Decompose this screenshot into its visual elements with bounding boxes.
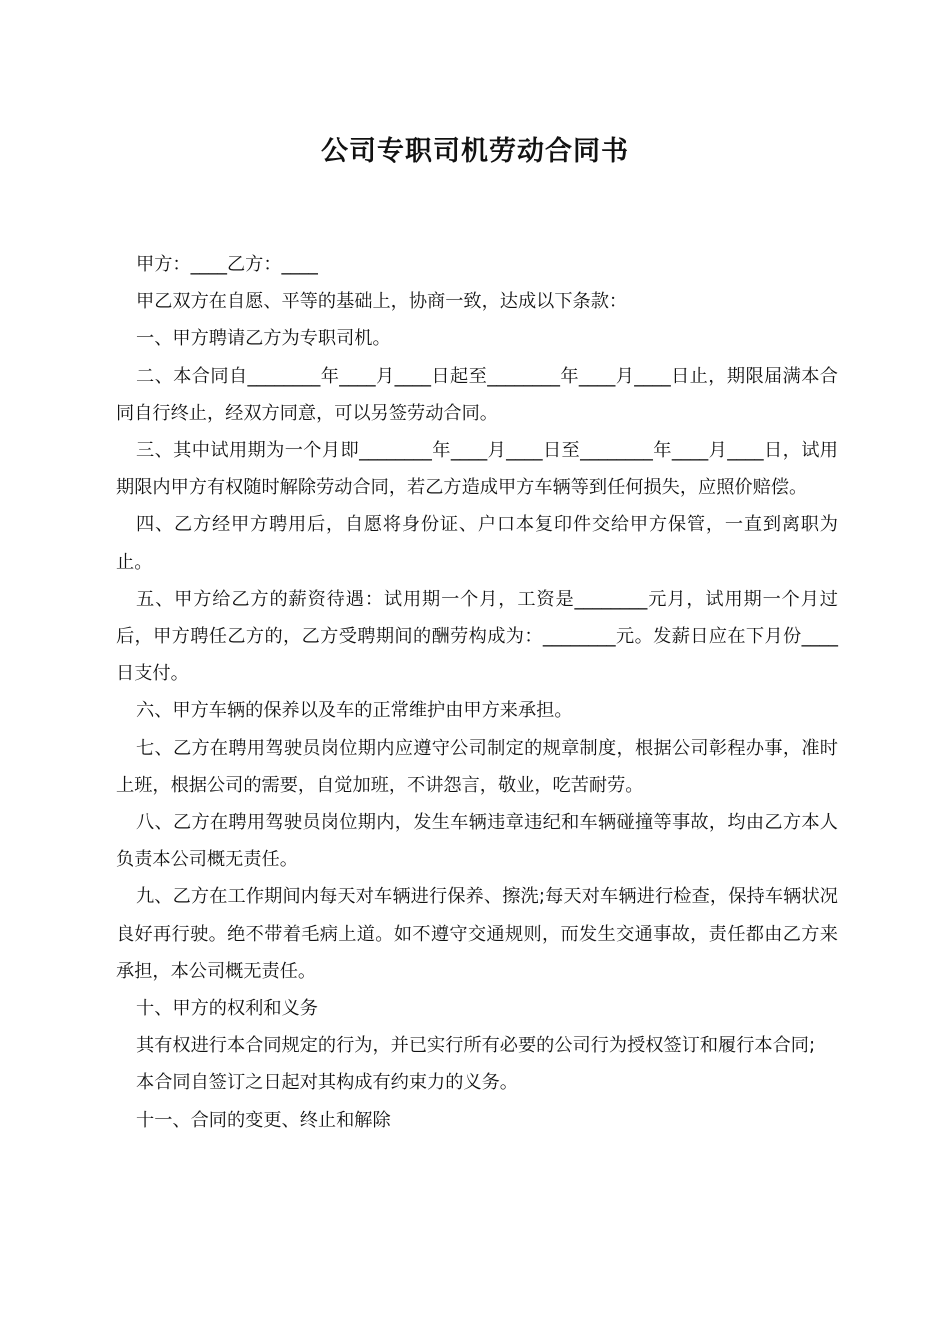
preamble-paragraph: 甲乙双方在自愿、平等的基础上，协商一致，达成以下条款： (136, 291, 628, 313)
clause-5: 五、甲方给乙方的薪资待遇：试用期一个月，工资是________元月，试用期一个月过后，甲方聘任乙方的，乙方受聘期间的酬劳构成为：________元。发薪日应在下月份____日支付。 (116, 588, 838, 685)
clause-11-heading: 十一、合同的变更、终止和解除 (136, 1109, 391, 1131)
clause-7: 七、乙方在聘用驾驶员岗位期内应遵守公司制定的规章制度，根据公司彰程办事，准时上班，根据公司的需要，自觉加班，不讲怨言，敬业，吃苦耐劳。 (116, 737, 838, 796)
clause-10-obligations: 本合同自签订之日起对其构成有约束力的义务。 (136, 1072, 518, 1094)
clause-1: 一、甲方聘请乙方为专职司机。 (136, 328, 391, 350)
clause-8: 八、乙方在聘用驾驶员岗位期内，发生车辆违章违纪和车辆碰撞等事故，均由乙方本人负责本公司概无责任。 (116, 812, 838, 871)
page-title: 公司专职司机劳动合同书 (321, 136, 629, 167)
document-body (116, 246, 838, 1139)
clause-10-rights: 其有权进行本合同规定的行为，并已实行所有必要的公司行为授权签订和履行本合同; (136, 1035, 816, 1057)
clause-2: 二、本合同自________年____月____日起至________年____月____日止，期限届满本合同自行终止，经双方同意，可以另签劳动合同。 (116, 365, 838, 424)
clause-3: 三、其中试用期为一个月即________年____月____日至________年____月____日，试用期限内甲方有权随时解除劳动合同，若乙方造成甲方车辆等到任何损失，应照价赔偿。 (116, 440, 838, 499)
clause-6: 六、甲方车辆的保养以及车的正常维护由甲方来承担。 (136, 700, 573, 722)
clause-10-heading: 十、甲方的权利和义务 (136, 998, 318, 1020)
clause-9: 九、乙方在工作期间内每天对车辆进行保养、擦洗;每天对车辆进行检查，保持车辆状况良好再行驶。绝不带着毛病上道。如不遵守交通规则，而发生交通事故，责任都由乙方来承担，本公司概无责任。 (116, 886, 838, 982)
clause-4: 四、乙方经甲方聘用后，自愿将身份证、户口本复印件交给甲方保管，一直到离职为止。 (116, 514, 838, 573)
party-line: 甲方：____乙方：____ (136, 254, 318, 275)
